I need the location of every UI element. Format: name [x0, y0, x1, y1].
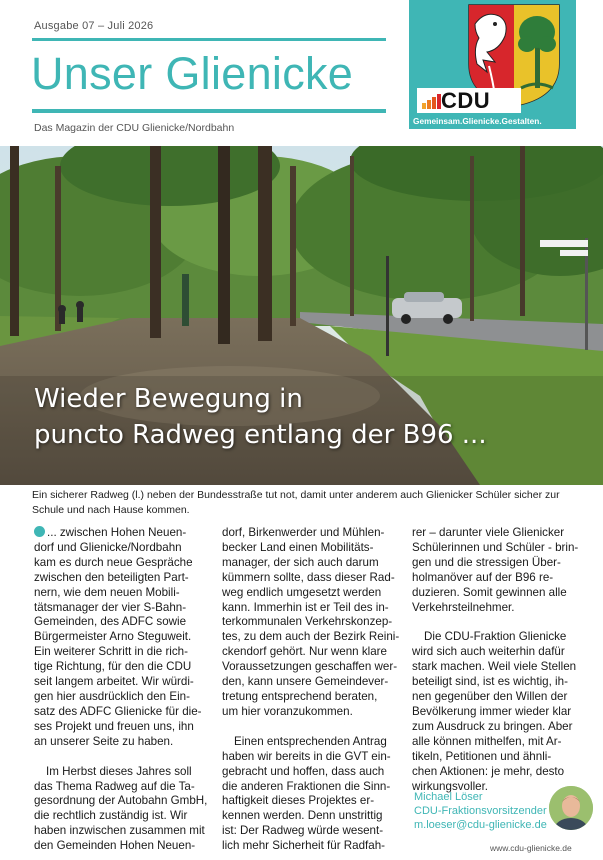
headline-line: Wieder Bewegung in	[34, 384, 303, 414]
text-line: ist: Der Radweg würde wesent-	[222, 824, 384, 838]
text-line: tretung entsprechend beraten,	[222, 689, 378, 703]
text-line: kennen werden. Denn unstrittig	[222, 809, 383, 823]
text-line: dorf und Glienicke/Nordbahn	[34, 540, 182, 554]
paragraph-gap	[412, 615, 578, 630]
article-column-2	[222, 526, 399, 854]
photo-caption: Ein sicherer Radweg (l.) neben der Bundesstraße tut not, damit unter anderem auch Glienicker Schüler sicher zur Schule und nach Hause kommen.	[32, 489, 560, 516]
text-line: Bürgermeister Arno Steguweit.	[34, 630, 192, 644]
magazine-title: Unser Glienicke	[31, 48, 354, 99]
text-line: tikeln, Petitionen und ähnli-	[412, 749, 552, 763]
author-signature	[414, 790, 547, 832]
text-line: kann. Immerhin ist er Teil des in-	[222, 600, 389, 614]
person-portrait-icon	[549, 786, 593, 830]
text-line: satz des ADFC Glienicke für die-	[34, 704, 202, 718]
header-rule-bottom	[32, 109, 386, 113]
text-line: manager, der sich auch darum	[222, 555, 379, 569]
text-line: haftigkeit dieses Projektes er-	[222, 794, 375, 808]
text-line: den Gemeinden Hohen Neuen-	[34, 839, 196, 853]
article-column-1	[34, 526, 207, 854]
text-line: nern, wie dem neuen Mobili-	[34, 585, 180, 599]
text-line: zum Ausdruck zu bringen. Aber	[412, 719, 573, 733]
article-column-3	[412, 526, 578, 794]
party-slogan: Gemeinsam.Glienicke.Gestalten.	[413, 116, 542, 126]
text-line: haben wir bereits in die GVT ein-	[222, 749, 391, 763]
text-line: terkommunalen Verkehrskonzep-	[222, 615, 393, 629]
text-line: ... zwischen Hohen Neuen-	[47, 526, 187, 539]
text-line: Gemeinden, des ADFC sowie	[34, 615, 187, 629]
text-line	[34, 526, 207, 541]
text-line: tätsmanager der vier S-Bahn-	[34, 600, 187, 614]
text-line: nen gegenüber den Willen der	[412, 690, 568, 704]
cdu-badge	[409, 0, 576, 129]
headline-line: puncto Radweg entlang der B96 ...	[34, 420, 487, 450]
issue-label: Ausgabe 07 – Juli 2026	[34, 20, 154, 32]
text-line: wirkungsvoller.	[412, 779, 489, 793]
header-rule-top	[32, 38, 386, 41]
text-line: das Thema Radweg auf die Ta-	[34, 779, 195, 793]
author-email[interactable]: m.loeser@cdu-glienicke.de	[414, 819, 547, 831]
text-line	[222, 735, 399, 750]
text-line: tige Richtung, für den die CDU	[34, 660, 192, 674]
text-line: Bevölkerung immer wieder klar	[412, 704, 572, 718]
text-line: Die CDU-Fraktion Glienicke	[424, 630, 567, 644]
text-line: kümmern sollte, dass dieser Rad-	[222, 570, 395, 584]
text-line: ckendorf gehört. Nur wenn klare	[222, 645, 387, 659]
text-line: Ein weiterer Schritt in die rich-	[34, 645, 188, 659]
text-line: gesordnung der Autobahn GmbH,	[34, 794, 208, 808]
article-headline	[34, 381, 487, 453]
bullet-icon	[34, 526, 45, 537]
avatar	[549, 786, 593, 830]
text-line: becker Land einen Mobilitäts-	[222, 540, 374, 554]
cover-photo	[0, 146, 603, 485]
text-line: gebracht und hoffen, dass auch	[222, 764, 385, 778]
text-line: haben inzwischen zusammen mit	[34, 824, 205, 838]
text-line: stark machen. Weil viele Stellen	[412, 660, 577, 674]
text-line: Im Herbst dieses Jahres soll	[46, 764, 192, 778]
text-line: Einen entsprechenden Antrag	[234, 734, 387, 748]
text-line: den, kann unsere Gemeindever-	[222, 675, 389, 689]
footer-website[interactable]: www.cdu-glienicke.de	[490, 843, 572, 853]
text-line: alle können mithelfen, mit Ar-	[412, 734, 562, 748]
text-line: tes, zu dem auch der Bezirk Reini-	[222, 630, 400, 644]
cdu-logo-text: CDU	[441, 88, 491, 113]
text-line: weg endlich umgesetzt werden	[222, 585, 382, 599]
cdu-logo	[417, 88, 521, 113]
text-line: chen Aktionen: je mehr, desto	[412, 764, 565, 778]
text-line: dorf, Birkenwerder und Mühlen-	[222, 526, 385, 539]
magazine-subtitle: Das Magazin der CDU Glienicke/Nordbahn	[34, 122, 235, 134]
text-line: beteiligt sind, ist es wichtig, ih-	[412, 675, 568, 689]
paragraph-gap	[34, 750, 207, 765]
cdu-bars-icon	[421, 92, 441, 109]
text-line: an unserer Seite zu haben.	[34, 734, 174, 748]
text-line: seit langem arbeitet. Wir würdi-	[34, 675, 194, 689]
text-line: um hier voranzukommen.	[222, 704, 353, 718]
text-line: gen und die stressigen Über-	[412, 555, 561, 569]
text-line: Verkehrsteilnehmer.	[412, 600, 515, 614]
text-line: duzieren. Somit gewinnen alle	[412, 585, 567, 599]
text-line: holmanöver auf der B96 re-	[412, 570, 554, 584]
text-line: die anderen Fraktionen die Sinn-	[222, 779, 391, 793]
text-line: gen hier ausdrücklich den Ein-	[34, 689, 190, 703]
text-line: zwischen den beteiligten Part-	[34, 570, 189, 584]
author-name: Michael Löser	[414, 791, 483, 803]
text-line: rer – darunter viele Glienicker	[412, 526, 565, 539]
text-line	[34, 765, 207, 780]
text-line: Schülerinnen und Schüler - brin-	[412, 540, 579, 554]
text-line: kam es durch neue Gespräche	[34, 555, 193, 569]
text-line	[412, 630, 578, 645]
text-line: ses Projekt und freuen uns, ihn	[34, 719, 194, 733]
text-line: lich mehr Sicherheit für Radfah-	[222, 839, 386, 853]
text-line: Voraussetzungen geschaffen wer-	[222, 660, 398, 674]
paragraph-gap	[222, 720, 399, 735]
text-line: die rechtlich zuständig ist. Wir	[34, 809, 188, 823]
text-line: wird sich auch weiterhin dafür	[412, 645, 565, 659]
author-role: CDU-Fraktionsvorsitzender	[414, 805, 547, 817]
